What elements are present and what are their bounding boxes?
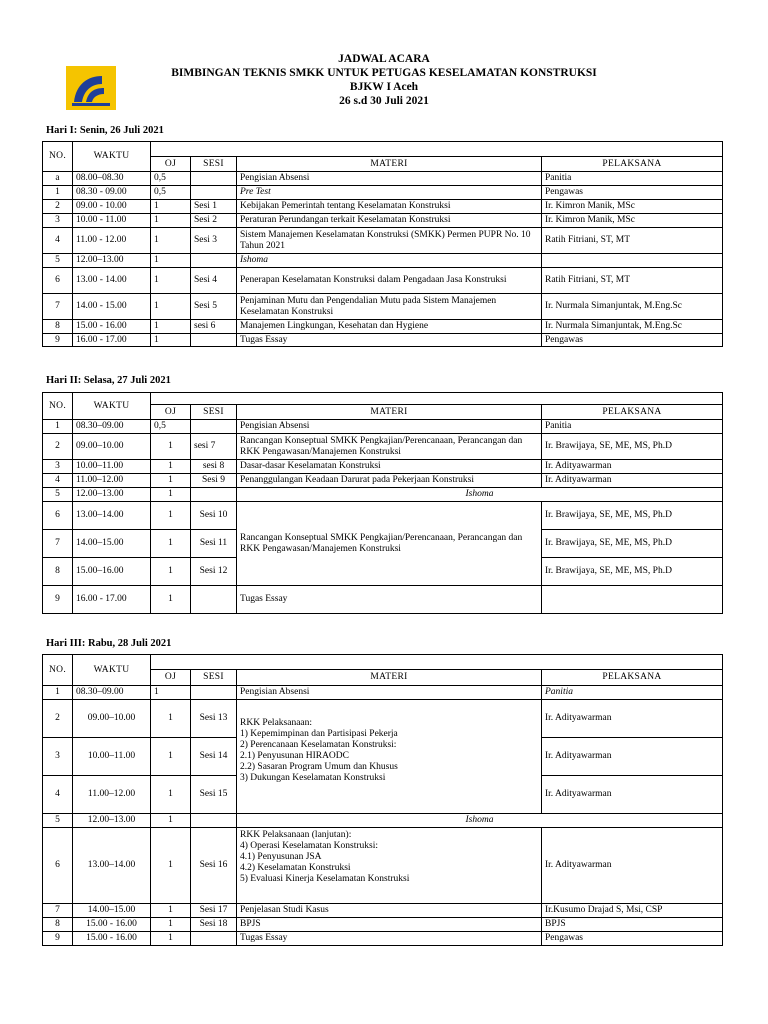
cell-pelaksana: Ir. Brawijaya, SE, ME, MS, Ph.D <box>542 530 723 558</box>
cell-sesi <box>191 686 237 700</box>
cell-no: 9 <box>43 932 73 946</box>
cell-no: 8 <box>43 918 73 932</box>
cell-sesi <box>191 254 237 268</box>
cell-oj: 1 <box>151 320 191 334</box>
doc-dates: 26 s.d 30 Juli 2021 <box>339 95 429 107</box>
cell-no: 7 <box>43 530 73 558</box>
table-row <box>43 294 723 320</box>
cell-waktu: 11.00–12.00 <box>73 474 151 488</box>
doc-subtitle: BIMBINGAN TEKNIS SMKK UNTUK PETUGAS KESELAMATAN KONSTRUKSI <box>171 67 597 79</box>
table-row <box>43 214 723 228</box>
day-2-table <box>42 392 723 614</box>
cell-sesi: Sesi 3 <box>191 228 237 254</box>
cell-pelaksana: BPJS <box>542 918 723 932</box>
cell-waktu: 12.00–13.00 <box>73 254 151 268</box>
cell-oj: 1 <box>151 268 191 294</box>
cell-materi: Rancangan Konseptual SMKK Pengkajian/Perencanaan, Perancangan dan RKK Pengawasan/Manajemen Konstruksi <box>237 434 542 460</box>
table-row <box>43 828 723 904</box>
cell-sesi <box>191 420 237 434</box>
cell-sesi <box>191 334 237 347</box>
col-pelaksana-header: PELAKSANA <box>542 405 723 420</box>
cell-waktu: 16.00 - 17.00 <box>73 586 151 614</box>
cell-oj: 1 <box>151 558 191 586</box>
cell-sesi <box>191 172 237 186</box>
cell-waktu: 09.00–10.00 <box>73 700 151 738</box>
cell-materi: RKK Pelaksanaan (lanjutan): 4) Operasi Keselamatan Konstruksi: 4.1) Penyusunan JSA 4.2) Keselamatan Konstruksi 5) Evaluasi Kinerja Keselamatan Konstruksi <box>237 828 542 904</box>
cell-sesi <box>191 488 237 502</box>
cell-no: 3 <box>43 738 73 776</box>
cell-materi: Dasar-dasar Keselamatan Konstruksi <box>237 460 542 474</box>
cell-pelaksana: Ir. Adityawarman <box>542 738 723 776</box>
cell-waktu: 13.00 - 14.00 <box>73 268 151 294</box>
cell-no: 2 <box>43 434 73 460</box>
cell-waktu: 15.00–16.00 <box>73 558 151 586</box>
col-sesi-header: SESI <box>191 157 237 172</box>
table-row <box>43 186 723 200</box>
cell-waktu: 10.00 - 11.00 <box>73 214 151 228</box>
cell-pelaksana: Ir. Adityawarman <box>542 700 723 738</box>
cell-oj: 1 <box>151 814 191 828</box>
cell-oj: 1 <box>151 700 191 738</box>
cell-pelaksana <box>542 254 723 268</box>
cell-pelaksana <box>542 586 723 614</box>
table-row <box>43 200 723 214</box>
cell-waktu: 12.00–13.00 <box>73 814 151 828</box>
cell-oj: 0,5 <box>151 420 191 434</box>
cell-oj: 1 <box>151 502 191 530</box>
cell-materi: Peraturan Perundangan terkait Keselamatan Konstruksi <box>237 214 542 228</box>
cell-materi: Ishoma <box>237 488 723 502</box>
cell-no: 7 <box>43 904 73 918</box>
cell-pelaksana: Panitia <box>542 420 723 434</box>
cell-no: a <box>43 172 73 186</box>
col-materi-header: MATERI <box>237 157 542 172</box>
cell-pelaksana: Ir. Adityawarman <box>542 460 723 474</box>
cell-sesi: Sesi 14 <box>191 738 237 776</box>
cell-materi: BPJS <box>237 918 542 932</box>
cell-no: 8 <box>43 320 73 334</box>
table-row <box>43 918 723 932</box>
cell-waktu: 11.00 - 12.00 <box>73 228 151 254</box>
col-oj-header: OJ <box>151 405 191 420</box>
cell-sesi: Sesi 10 <box>191 502 237 530</box>
table-row <box>43 488 723 502</box>
table-row <box>43 460 723 474</box>
cell-pelaksana: Ir. Brawijaya, SE, ME, MS, Ph.D <box>542 558 723 586</box>
day-1-label: Hari I: Senin, 26 Juli 2021 <box>46 125 164 136</box>
cell-sesi: Sesi 5 <box>191 294 237 320</box>
cell-materi: Pengisian Absensi <box>237 420 542 434</box>
cell-pelaksana: Ir. Kimron Manik, MSc <box>542 214 723 228</box>
table-row <box>43 904 723 918</box>
cell-materi: Penjaminan Mutu dan Pengendalian Mutu pada Sistem Manajemen Keselamatan Konstruksi <box>237 294 542 320</box>
cell-materi: Pre Test <box>237 186 542 200</box>
col-sesi-header: SESI <box>191 405 237 420</box>
cell-sesi: Sesi 18 <box>191 918 237 932</box>
cell-oj: 1 <box>151 828 191 904</box>
cell-waktu: 14.00 - 15.00 <box>73 294 151 320</box>
cell-oj: 1 <box>151 586 191 614</box>
cell-materi: Penerapan Keselamatan Konstruksi dalam Pengadaan Jasa Konstruksi <box>237 268 542 294</box>
col-pelaksana-header: PELAKSANA <box>542 670 723 686</box>
cell-sesi: Sesi 16 <box>191 828 237 904</box>
cell-materi: Ishoma <box>237 254 542 268</box>
table-row <box>43 320 723 334</box>
cell-oj: 1 <box>151 254 191 268</box>
cell-pelaksana: Pengawas <box>542 932 723 946</box>
cell-pelaksana: Pengawas <box>542 334 723 347</box>
cell-materi: Sistem Manajemen Keselamatan Konstruksi (SMKK) Permen PUPR No. 10 Tahun 2021 <box>237 228 542 254</box>
cell-pelaksana: Ir. Kimron Manik, MSc <box>542 200 723 214</box>
col-pelaksana-header: PELAKSANA <box>542 157 723 172</box>
cell-no: 6 <box>43 268 73 294</box>
cell-materi: Pengisian Absensi <box>237 686 542 700</box>
cell-waktu: 09.00–10.00 <box>73 434 151 460</box>
cell-materi: Pengisian Absensi <box>237 172 542 186</box>
cell-pelaksana: Ratih Fitriani, ST, MT <box>542 228 723 254</box>
cell-waktu: 12.00–13.00 <box>73 488 151 502</box>
cell-sesi <box>191 932 237 946</box>
table-row <box>43 228 723 254</box>
table-row <box>43 700 723 738</box>
cell-materi: Kebijakan Pemerintah tentang Keselamatan Konstruksi <box>237 200 542 214</box>
cell-no: 3 <box>43 214 73 228</box>
cell-sesi: Sesi 11 <box>191 530 237 558</box>
table-row <box>43 420 723 434</box>
header-spacer <box>151 655 723 670</box>
cell-pelaksana: Ratih Fitriani, ST, MT <box>542 268 723 294</box>
cell-oj: 1 <box>151 474 191 488</box>
cell-sesi: Sesi 1 <box>191 200 237 214</box>
cell-no: 1 <box>43 420 73 434</box>
cell-materi: Penanggulangan Keadaan Darurat pada Pekerjaan Konstruksi <box>237 474 542 488</box>
col-no-header: NO. <box>43 142 73 172</box>
cell-waktu: 09.00 - 10.00 <box>73 200 151 214</box>
cell-pelaksana: Ir. Adityawarman <box>542 474 723 488</box>
cell-oj: 1 <box>151 228 191 254</box>
cell-no: 8 <box>43 558 73 586</box>
cell-waktu: 15.00 - 16.00 <box>73 932 151 946</box>
table-row <box>43 172 723 186</box>
cell-no: 5 <box>43 814 73 828</box>
cell-sesi: Sesi 15 <box>191 776 237 814</box>
table-row <box>43 254 723 268</box>
cell-oj: 1 <box>151 932 191 946</box>
day-2-label: Hari II: Selasa, 27 Juli 2021 <box>46 375 171 386</box>
cell-pelaksana: Ir. Nurmala Simanjuntak, M.Eng.Sc <box>542 294 723 320</box>
cell-oj: 1 <box>151 776 191 814</box>
table-row <box>43 268 723 294</box>
cell-oj: 1 <box>151 294 191 320</box>
cell-oj: 0,5 <box>151 172 191 186</box>
cell-waktu: 16.00 - 17.00 <box>73 334 151 347</box>
cell-waktu: 08.00–08.30 <box>73 172 151 186</box>
cell-waktu: 08.30–09.00 <box>73 420 151 434</box>
header-spacer <box>151 142 723 157</box>
cell-sesi: sesi 7 <box>191 434 237 460</box>
cell-no: 2 <box>43 700 73 738</box>
cell-oj: 1 <box>151 488 191 502</box>
cell-sesi: Sesi 2 <box>191 214 237 228</box>
cell-waktu: 14.00–15.00 <box>73 904 151 918</box>
cell-materi: Penjelasan Studi Kasus <box>237 904 542 918</box>
cell-sesi: Sesi 9 <box>191 474 237 488</box>
table-row <box>43 586 723 614</box>
cell-no: 6 <box>43 502 73 530</box>
cell-materi: RKK Pelaksanaan: 1) Kepemimpinan dan Partisipasi Pekerja 2) Perencanaan Keselamatan Konstruksi: 2.1) Penyusunan HIRAODC 2.2) Sasaran Program Umum dan Khusus 3) Dukungan Keselamatan Konstruksi <box>237 700 542 814</box>
cell-no: 4 <box>43 474 73 488</box>
col-no-header: NO. <box>43 655 73 686</box>
cell-pelaksana: Panitia <box>542 686 723 700</box>
table-row <box>43 502 723 530</box>
cell-sesi: sesi 8 <box>191 460 237 474</box>
cell-oj: 1 <box>151 918 191 932</box>
cell-waktu: 13.00–14.00 <box>73 502 151 530</box>
cell-waktu: 08.30–09.00 <box>73 686 151 700</box>
table-row <box>43 474 723 488</box>
cell-waktu: 14.00–15.00 <box>73 530 151 558</box>
cell-no: 7 <box>43 294 73 320</box>
cell-materi: Rancangan Konseptual SMKK Pengkajian/Perencanaan, Perancangan dan RKK Pengawasan/Manajemen Konstruksi <box>237 502 542 586</box>
col-waktu-header: WAKTU <box>73 655 151 686</box>
cell-no: 5 <box>43 488 73 502</box>
cell-materi: Tugas Essay <box>237 586 542 614</box>
cell-oj: 1 <box>151 214 191 228</box>
cell-pelaksana: Ir.Kusumo Drajad S, Msi, CSP <box>542 904 723 918</box>
cell-waktu: 15.00 - 16.00 <box>73 918 151 932</box>
cell-waktu: 13.00–14.00 <box>73 828 151 904</box>
table-row <box>43 334 723 347</box>
cell-materi: Ishoma <box>237 814 723 828</box>
cell-no: 9 <box>43 586 73 614</box>
cell-pelaksana: Ir. Adityawarman <box>542 828 723 904</box>
cell-sesi: Sesi 12 <box>191 558 237 586</box>
table-row <box>43 932 723 946</box>
cell-no: 2 <box>43 200 73 214</box>
header-spacer <box>151 393 723 405</box>
col-sesi-header: SESI <box>191 670 237 686</box>
cell-oj: 1 <box>151 738 191 776</box>
doc-title: JADWAL ACARA <box>338 53 430 65</box>
cell-oj: 1 <box>151 904 191 918</box>
col-materi-header: MATERI <box>237 405 542 420</box>
cell-sesi: sesi 6 <box>191 320 237 334</box>
cell-waktu: 08.30 - 09.00 <box>73 186 151 200</box>
cell-pelaksana: Ir. Nurmala Simanjuntak, M.Eng.Sc <box>542 320 723 334</box>
cell-waktu: 11.00–12.00 <box>73 776 151 814</box>
cell-oj: 1 <box>151 334 191 347</box>
cell-sesi <box>191 186 237 200</box>
cell-no: 5 <box>43 254 73 268</box>
cell-oj: 1 <box>151 686 191 700</box>
cell-materi: Tugas Essay <box>237 932 542 946</box>
cell-pelaksana: Ir. Brawijaya, SE, ME, MS, Ph.D <box>542 502 723 530</box>
col-no-header: NO. <box>43 393 73 420</box>
cell-pelaksana: Ir. Brawijaya, SE, ME, MS, Ph.D <box>542 434 723 460</box>
cell-oj: 0,5 <box>151 186 191 200</box>
cell-sesi <box>191 586 237 614</box>
cell-sesi <box>191 814 237 828</box>
cell-no: 6 <box>43 828 73 904</box>
cell-no: 4 <box>43 776 73 814</box>
col-materi-header: MATERI <box>237 670 542 686</box>
cell-sesi: Sesi 17 <box>191 904 237 918</box>
cell-sesi: Sesi 13 <box>191 700 237 738</box>
doc-location: BJKW I Aceh <box>349 81 419 93</box>
cell-pelaksana: Pengawas <box>542 186 723 200</box>
col-waktu-header: WAKTU <box>73 393 151 420</box>
cell-oj: 1 <box>151 460 191 474</box>
day-1-table <box>42 141 723 347</box>
day-3-table <box>42 654 723 946</box>
table-row <box>43 434 723 460</box>
cell-materi: Manajemen Lingkungan, Kesehatan dan Hygiene <box>237 320 542 334</box>
cell-waktu: 10.00–11.00 <box>73 738 151 776</box>
cell-oj: 1 <box>151 530 191 558</box>
cell-no: 1 <box>43 686 73 700</box>
day-3-label: Hari III: Rabu, 28 Juli 2021 <box>46 638 172 649</box>
cell-waktu: 10.00–11.00 <box>73 460 151 474</box>
cell-waktu: 15.00 - 16.00 <box>73 320 151 334</box>
col-oj-header: OJ <box>151 157 191 172</box>
col-waktu-header: WAKTU <box>73 142 151 172</box>
cell-no: 1 <box>43 186 73 200</box>
cell-sesi: Sesi 4 <box>191 268 237 294</box>
cell-no: 9 <box>43 334 73 347</box>
table-row <box>43 686 723 700</box>
cell-materi: Tugas Essay <box>237 334 542 347</box>
cell-no: 3 <box>43 460 73 474</box>
col-oj-header: OJ <box>151 670 191 686</box>
cell-pelaksana: Ir. Adityawarman <box>542 776 723 814</box>
cell-pelaksana: Panitia <box>542 172 723 186</box>
cell-oj: 1 <box>151 200 191 214</box>
table-row <box>43 814 723 828</box>
cell-oj: 1 <box>151 434 191 460</box>
cell-no: 4 <box>43 228 73 254</box>
